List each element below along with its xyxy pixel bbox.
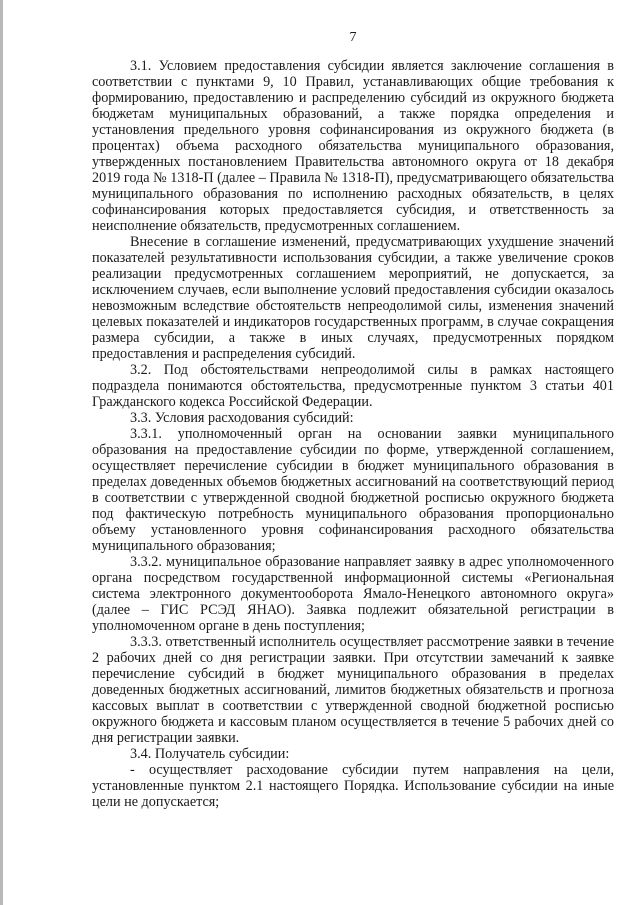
page-number: 7 <box>349 30 357 45</box>
paragraph-3-3-1: 3.3.1. уполномоченный орган на основании заявки муниципального образования на предоставление субсидии по форме, утвержденной соглашением, осуществляет перечисление субсидии в бюджет муниципального образования в пределах доведенных объемов бюджетных ассигнований на соответствующий период в соответствии с утвержденной сводной бюджетной росписью окружного бюджета под фактическую потребность муниципального образования пропорционально объему установленного уровня софинансирования расходного обязательства муниципального образования; <box>92 426 614 554</box>
paragraph-3-1: 3.1. Условием предоставления субсидии является заключение соглашения в соответствии с пунктами 9, 10 Правил, устанавливающих общие требования к формированию, предоставлению и распределению субсидий из окружного бюджета бюджетам муниципальных образований, а также порядка определения и установления предельного уровня софинансирования из окружного бюджета (в процентах) объема расходного обязательства муниципального образования, утвержденных постановлением Правительства автономного округа от 18 декабря 2019 года № 1318-П (далее – Правила № 1318-П), предусматривающего обязательства муниципального образования по исполнению расходных обязательств, в целях софинансирования которых предоставляется субсидия, и ответственность за неисполнение обязательств, предусмотренных соглашением. <box>92 58 614 234</box>
document-page <box>92 30 614 810</box>
paragraph-3-2: 3.2. Под обстоятельствами непреодолимой силы в рамках настоящего подраздела понимаются обстоятельства, предусмотренные пунктом 3 статьи 401 Гражданского кодекса Российской Федерации. <box>92 362 614 410</box>
paragraph-amendments: Внесение в соглашение изменений, предусматривающих ухудшение значений показателей результативности использования субсидии, а также увеличение сроков реализации предусмотренных соглашением мероприятий, не допускается, за исключением случаев, если выполнение условий предоставления субсидии оказалось невозможным вследствие обстоятельств непреодолимой силы, изменения значений целевых показателей и индикаторов государственных программ, в случае сокращения размера субсидии, а также в иных случаях, предусмотренных порядком предоставления и распределения субсидий. <box>92 234 614 362</box>
paragraph-3-4: 3.4. Получатель субсидии: <box>130 746 290 762</box>
paragraph-3-4-item: - осуществляет расходование субсидии путем направления на цели, установленные пунктом 2.1 настоящего Порядка. Использование субсидии на иные цели не допускается; <box>92 762 614 810</box>
paragraph-3-3-3: 3.3.3. ответственный исполнитель осуществляет рассмотрение заявки в течение 2 рабочих дней со дня регистрации заявки. При отсутствии замечаний к заявке перечисление субсидий в бюджет муниципального образования в пределах доведенных бюджетных ассигнований, лимитов бюджетных обязательств и прогноза кассовых выплат в соответствии с утвержденной сводной бюджетной росписью окружного бюджета и кассовым планом осуществляется в течение 5 рабочих дней со дня регистрации заявки. <box>92 634 614 746</box>
paragraph-3-3-2: 3.3.2. муниципальное образование направляет заявку в адрес уполномоченного органа посредством государственной информационной системы «Региональная система электронного документооборота Ямало-Ненецкого автономного округа» (далее – ГИС РСЭД ЯНАО). Заявка подлежит обязательной регистрации в уполномоченном органе в день поступления; <box>92 554 614 634</box>
page-edge-line <box>0 0 3 905</box>
paragraph-3-3: 3.3. Условия расходования субсидий: <box>130 410 354 426</box>
